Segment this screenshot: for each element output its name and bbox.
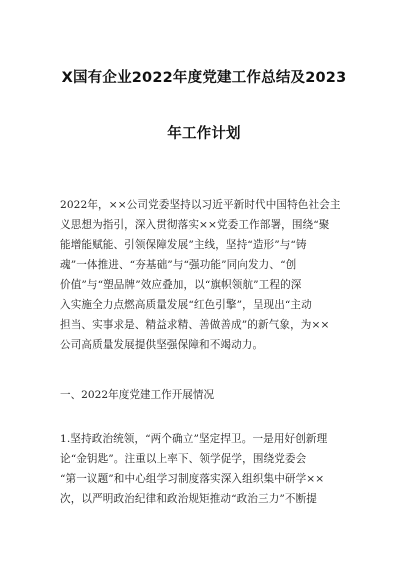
intro-paragraph	[60, 195, 354, 355]
paragraph-line: 公司高质量发展提供坚强保障和不竭动力。	[60, 339, 264, 351]
paragraph-line: 义思想为指引，深入贯彻落实××党委工作部署，围绕“聚	[60, 219, 330, 231]
paragraph-line: 魂”一体推进、“夯基础”与“强功能”同向发力、“创	[60, 259, 297, 271]
paragraph-line: 次，以严明政治纪律和政治规矩推动“政治三力”不断提	[60, 493, 317, 505]
document-title-line-1: X国有企业2022年度党建工作总结及2023	[61, 70, 347, 86]
section-heading: 一、2022年度党建工作开展情况	[60, 389, 215, 401]
document-title-line-2: 年工作计划	[167, 126, 241, 142]
paragraph-line: 1.坚持政治统领，“两个确立”坚定捍卫。一是用好创新理	[60, 433, 328, 445]
paragraph-line: 入实施全力点燃高质量发展“红色引擎”，呈现出“主动	[60, 299, 312, 311]
section-paragraph	[60, 429, 354, 509]
paragraph-line: 价值”与“塑品牌”效应叠加，以“旗帜领航”工程的深	[60, 279, 302, 291]
paragraph-line: “第一议题”和中心组学习制度落实深入组织集中研学××	[60, 473, 325, 485]
paragraph-line: 能增能赋能、引领保障发展”主线，坚持“造形”与“铸	[60, 239, 307, 251]
paragraph-line: 2022年，××公司党委坚持以习近平新时代中国特色社会主	[60, 199, 341, 211]
paragraph-line: 论“金钥匙”。注重以上率下、领学促学，围绕党委会	[60, 453, 307, 465]
paragraph-line: 担当、实事求是、精益求精、善做善成”的新气象，为××	[60, 319, 330, 331]
